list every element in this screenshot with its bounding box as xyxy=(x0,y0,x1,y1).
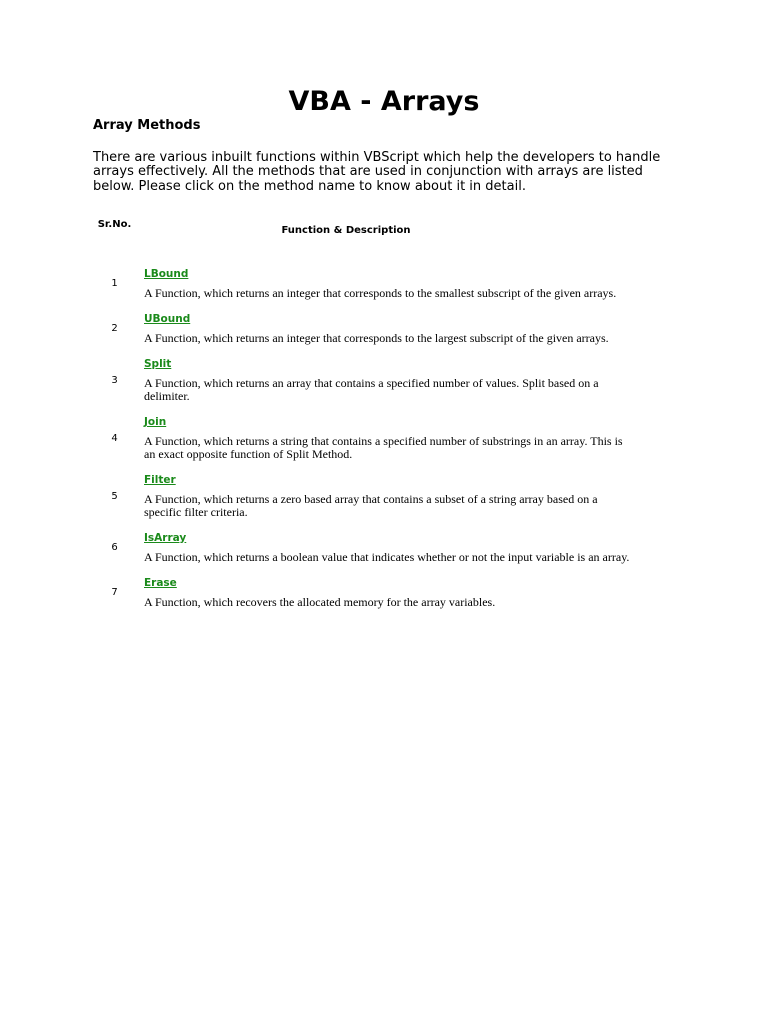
table-body xyxy=(93,267,653,621)
method-link-join[interactable]: Join xyxy=(144,416,167,428)
row-content xyxy=(144,312,634,345)
row-content xyxy=(144,357,634,403)
method-description: A Function, which returns an integer that corresponds to the smallest subscript of the given arrays. xyxy=(144,286,617,300)
row-number: 7 xyxy=(111,587,118,598)
table-row xyxy=(93,531,653,576)
method-link-split[interactable]: Split xyxy=(144,358,172,370)
table-row xyxy=(93,473,653,531)
method-description: A Function, which returns a zero based array that contains a subset of a string array based on a specific filter criteria. xyxy=(144,492,598,519)
table-header xyxy=(93,215,653,255)
table-row xyxy=(93,357,653,415)
method-link-lbound[interactable]: LBound xyxy=(144,268,189,280)
row-content xyxy=(144,267,634,300)
method-description: A Function, which returns an integer that corresponds to the largest subscript of the given arrays. xyxy=(144,331,609,345)
method-description: A Function, which returns a string that contains a specified number of substrings in an array. This is an exact opposite function of Split Method. xyxy=(144,434,623,461)
row-number: 4 xyxy=(111,432,118,444)
table-row xyxy=(93,415,653,473)
method-link-isarray[interactable]: IsArray xyxy=(144,532,187,544)
method-description: A Function, which returns a boolean value that indicates whether or not the input variable is an array. xyxy=(144,550,630,564)
methods-table xyxy=(93,215,653,609)
row-number: 6 xyxy=(111,542,118,553)
row-content xyxy=(144,576,634,609)
method-link-ubound[interactable]: UBound xyxy=(144,313,191,325)
header-srno: Sr.No. xyxy=(97,219,132,230)
row-number: 3 xyxy=(111,374,118,386)
row-number: 5 xyxy=(111,490,118,502)
method-link-erase[interactable]: Erase xyxy=(144,577,177,589)
intro-paragraph: There are various inbuilt functions within VBScript which help the developers to handle arrays effectively. All the methods that are used in conjunction with arrays are listed below. Please click on the method name to know about it in detail. xyxy=(93,150,661,194)
section-heading: Array Methods xyxy=(93,118,201,133)
method-link-filter[interactable]: Filter xyxy=(144,474,176,486)
page-title: VBA - Arrays xyxy=(288,86,480,117)
row-content xyxy=(144,415,634,461)
table-row xyxy=(93,576,653,621)
row-content xyxy=(144,531,634,564)
method-description: A Function, which recovers the allocated memory for the array variables. xyxy=(144,595,496,609)
method-description: A Function, which returns an array that contains a specified number of values. Split based on a delimiter. xyxy=(144,376,599,403)
header-function-description: Function & Description xyxy=(281,225,411,236)
row-number: 2 xyxy=(111,323,118,334)
table-row xyxy=(93,312,653,357)
row-number: 1 xyxy=(111,278,118,289)
row-content xyxy=(144,473,634,519)
table-row xyxy=(93,267,653,312)
